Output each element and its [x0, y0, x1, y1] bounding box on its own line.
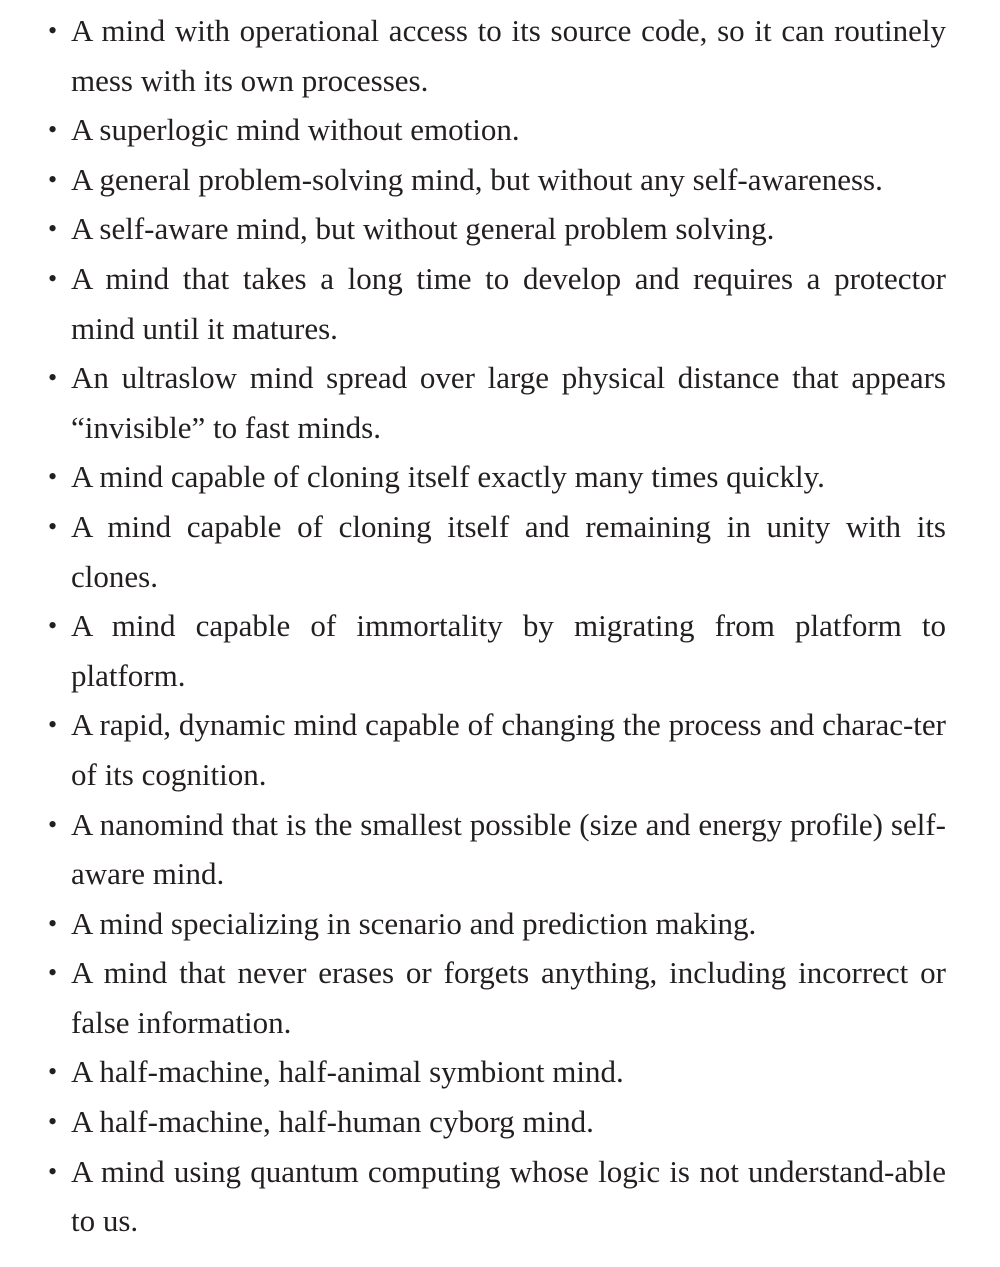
list-item — [46, 601, 946, 700]
list-item-text: A self-aware mind, but without general problem solving. — [71, 211, 775, 247]
bullet-icon: • — [48, 1107, 58, 1137]
bullet-icon: • — [48, 908, 58, 938]
bullet-icon: • — [48, 809, 58, 839]
list-item-text: A mind capable of cloning itself exactly many times quickly. — [71, 459, 825, 495]
list-item — [46, 1047, 946, 1097]
list-item-text: A mind that never erases or forgets anything, including incorrect or false information. — [71, 955, 946, 1040]
bullet-icon: • — [48, 462, 58, 492]
list-item — [46, 254, 946, 353]
list-item-text: A mind with operational access to its source code, so it can routinely mess with its own processes. — [71, 13, 946, 98]
list-item — [46, 800, 946, 899]
list-item — [46, 502, 946, 601]
bullet-icon: • — [48, 363, 58, 393]
bullet-icon: • — [48, 1156, 58, 1186]
list-item — [46, 899, 946, 949]
bullet-icon: • — [48, 710, 58, 740]
list-item — [46, 948, 946, 1047]
list-item-text: A superlogic mind without emotion. — [71, 112, 520, 148]
list-item-text: A mind using quantum computing whose logic is not understand-able to us. — [71, 1153, 946, 1239]
list-item-text: A half-machine, half-human cyborg mind. — [71, 1104, 594, 1140]
list-item-text: A half-machine, half-animal symbiont mind. — [71, 1054, 624, 1090]
list-item — [46, 105, 946, 155]
bullet-icon: • — [48, 611, 58, 641]
bullet-icon: • — [48, 511, 58, 541]
bullet-icon: • — [48, 263, 58, 293]
mind-types-list — [46, 6, 946, 1246]
bullet-icon: • — [48, 115, 58, 145]
bullet-icon: • — [48, 958, 58, 988]
list-item-text: A rapid, dynamic mind capable of changing the process and charac-ter of its cognition. — [71, 707, 946, 792]
list-item — [46, 700, 946, 799]
list-item-text: A general problem-solving mind, but without any self-awareness. — [71, 161, 883, 197]
bullet-icon: • — [48, 16, 58, 45]
list-item — [46, 6, 946, 105]
list-item — [46, 353, 946, 452]
list-item-text: A mind that takes a long time to develop and requires a protector mind until it matures. — [71, 260, 946, 346]
list-item — [46, 204, 946, 254]
bullet-icon: • — [48, 1057, 58, 1087]
bullet-icon: • — [48, 164, 58, 194]
list-item — [46, 1097, 946, 1147]
list-item-text: A nanomind that is the smallest possible (size and energy profile) self-aware mind. — [71, 806, 946, 892]
list-item-text: An ultraslow mind spread over large physical distance that appears “invisible” to fast minds. — [71, 360, 946, 445]
list-item-text: A mind capable of immortality by migrating from platform to platform. — [71, 608, 946, 693]
list-item — [46, 155, 946, 205]
bullet-icon: • — [48, 214, 58, 244]
list-item-text: A mind specializing in scenario and prediction making. — [71, 905, 757, 941]
list-item-text: A mind capable of cloning itself and remaining in unity with its clones. — [71, 508, 946, 594]
list-item — [46, 452, 946, 502]
list-item — [46, 1147, 946, 1246]
